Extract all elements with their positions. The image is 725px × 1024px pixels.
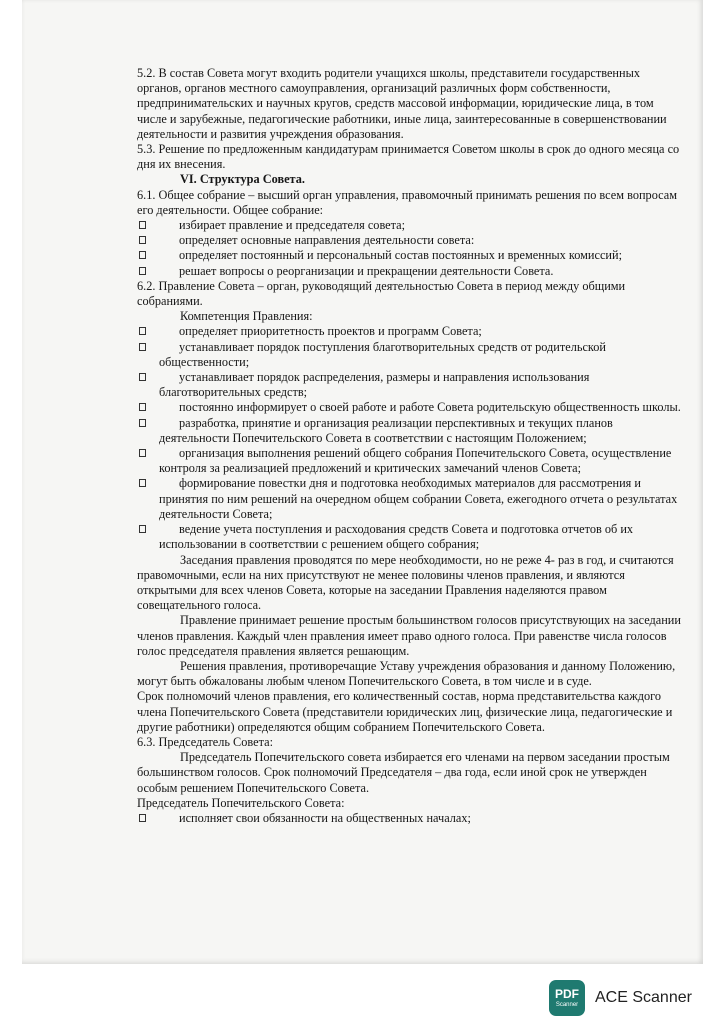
scanned-page — [22, 0, 703, 964]
list-item: постоянно информирует о своей работе и работе Совета родительскую общественность школы. — [137, 400, 682, 415]
checkbox-bullet-icon — [139, 251, 146, 259]
checkbox-bullet-icon — [139, 525, 146, 533]
list-item: определяет постоянный и персональный состав постоянных и временных комиссий; — [137, 248, 682, 263]
list-item: устанавливает порядок распределения, размеры и направления использования благотворительных средств; — [137, 370, 682, 400]
paragraph-meetings: Заседания правления проводятся по мере необходимости, но не реже 4- раз в год, и считаются правомочными, если на них присутствуют не менее половины членов правления, и являются открытыми для всех членов Совета, которые на заседании Правления наделяются правом совещательного голоса. — [137, 552, 674, 613]
pdf-scanner-logo-icon: PDF Scanner — [549, 980, 585, 1016]
list-item: определяет приоритетность проектов и программ Совета; — [137, 324, 682, 339]
paragraph-5-2: 5.2. В состав Совета могут входить родители учащихся школы, представители государственных органов, органов местного самоуправления, организаций различных форм собственности, предпринимательских и научных кругов, средств массовой информации, юридические лица, в том числе и зарубежные, педагогические работники, иные лица, заинтересованные в совершенствовании деятельности и развития учреждения образования. — [137, 66, 667, 141]
paragraph-chairman: Председатель Попечительского совета избирается его членами на первом заседании простым большинством голосов. Срок полномочий Председателя – два года, если иной срок не утвержден особым решением Попечительского Совета. — [137, 750, 670, 795]
paragraph-6-3: 6.3. Председатель Совета: — [137, 734, 273, 749]
list-item: исполняет свои обязанности на общественных началах; — [137, 811, 682, 826]
checkbox-bullet-icon — [139, 479, 146, 487]
list-item: организация выполнения решений общего собрания Попечительского Совета, осуществление контроля за реализацией предложений и критических замечаний членов Совета; — [137, 446, 682, 476]
checkbox-bullet-icon — [139, 221, 146, 229]
list-item: разработка, принятие и организация реализации перспективных и текущих планов деятельности Попечительского Совета в соответствии с настоящим Положением; — [137, 416, 682, 446]
section-heading: VI. Структура Совета. — [180, 172, 305, 187]
checkbox-bullet-icon — [139, 343, 146, 351]
list-item: формирование повестки дня и подготовка необходимых материалов для рассмотрения и принятия по ним решений на очередном общем собрании Совета, ежегодного отчета о результатах деятельности Совета; — [137, 476, 682, 522]
list-item: решает вопросы о реорганизации и прекращении деятельности Совета. — [137, 264, 682, 279]
checkbox-bullet-icon — [139, 236, 146, 244]
paragraph-6-2: 6.2. Правление Совета – орган, руководящий деятельностью Совета в период между общими собраниями. — [137, 278, 626, 309]
competence-label: Компетенция Правления: — [180, 309, 313, 324]
paragraph-6-1: 6.1. Общее собрание – высший орган управления, правомочный принимать решения по всем вопросам его деятельности. Общее собрание: — [137, 187, 677, 217]
list-item: устанавливает порядок поступления благотворительных средств от родительской общественности; — [137, 340, 682, 370]
list-item: избирает правление и председателя совета; — [137, 218, 682, 233]
paragraph-term: Срок полномочий членов правления, его количественный состав, норма представительства каждого члена Попечительского Совета (представители юридических лиц, физические лица, педагогические и другие работники) определяются общим собранием Попечительского Совета. — [137, 689, 673, 734]
checkbox-bullet-icon — [139, 267, 146, 275]
paragraph-decisions: Правление принимает решение простым большинством голосов присутствующих на заседании членов правления. Каждый член правления имеет право одного голоса. При равенстве числа голосов голос председателя правления является решающим. — [137, 613, 681, 658]
list-item: определяет основные направления деятельности совета: — [137, 233, 682, 248]
scanner-watermark — [549, 980, 692, 1016]
checkbox-bullet-icon — [139, 814, 146, 822]
checkbox-bullet-icon — [139, 419, 146, 427]
chairman-label: Председатель Попечительского Совета: — [137, 795, 345, 810]
paragraph-appeal: Решения правления, противоречащие Уставу учреждения образования и данному Положению, могут быть обжалованы любым членом Попечительского Совета, в том числе и в суде. — [137, 658, 676, 689]
list-item: ведение учета поступления и расходования средств Совета и подготовка отчетов об их использовании в соответствии с решением общего собрания; — [137, 522, 682, 552]
brand-name: ACE Scanner — [595, 989, 692, 1006]
paragraph-5-3: 5.3. Решение по предложенным кандидатурам принимается Советом школы в срок до одного месяца со дня их внесения. — [137, 142, 680, 172]
checkbox-bullet-icon — [139, 449, 146, 457]
checkbox-bullet-icon — [139, 373, 146, 381]
document-body — [137, 66, 682, 826]
checkbox-bullet-icon — [139, 327, 146, 335]
checkbox-bullet-icon — [139, 403, 146, 411]
